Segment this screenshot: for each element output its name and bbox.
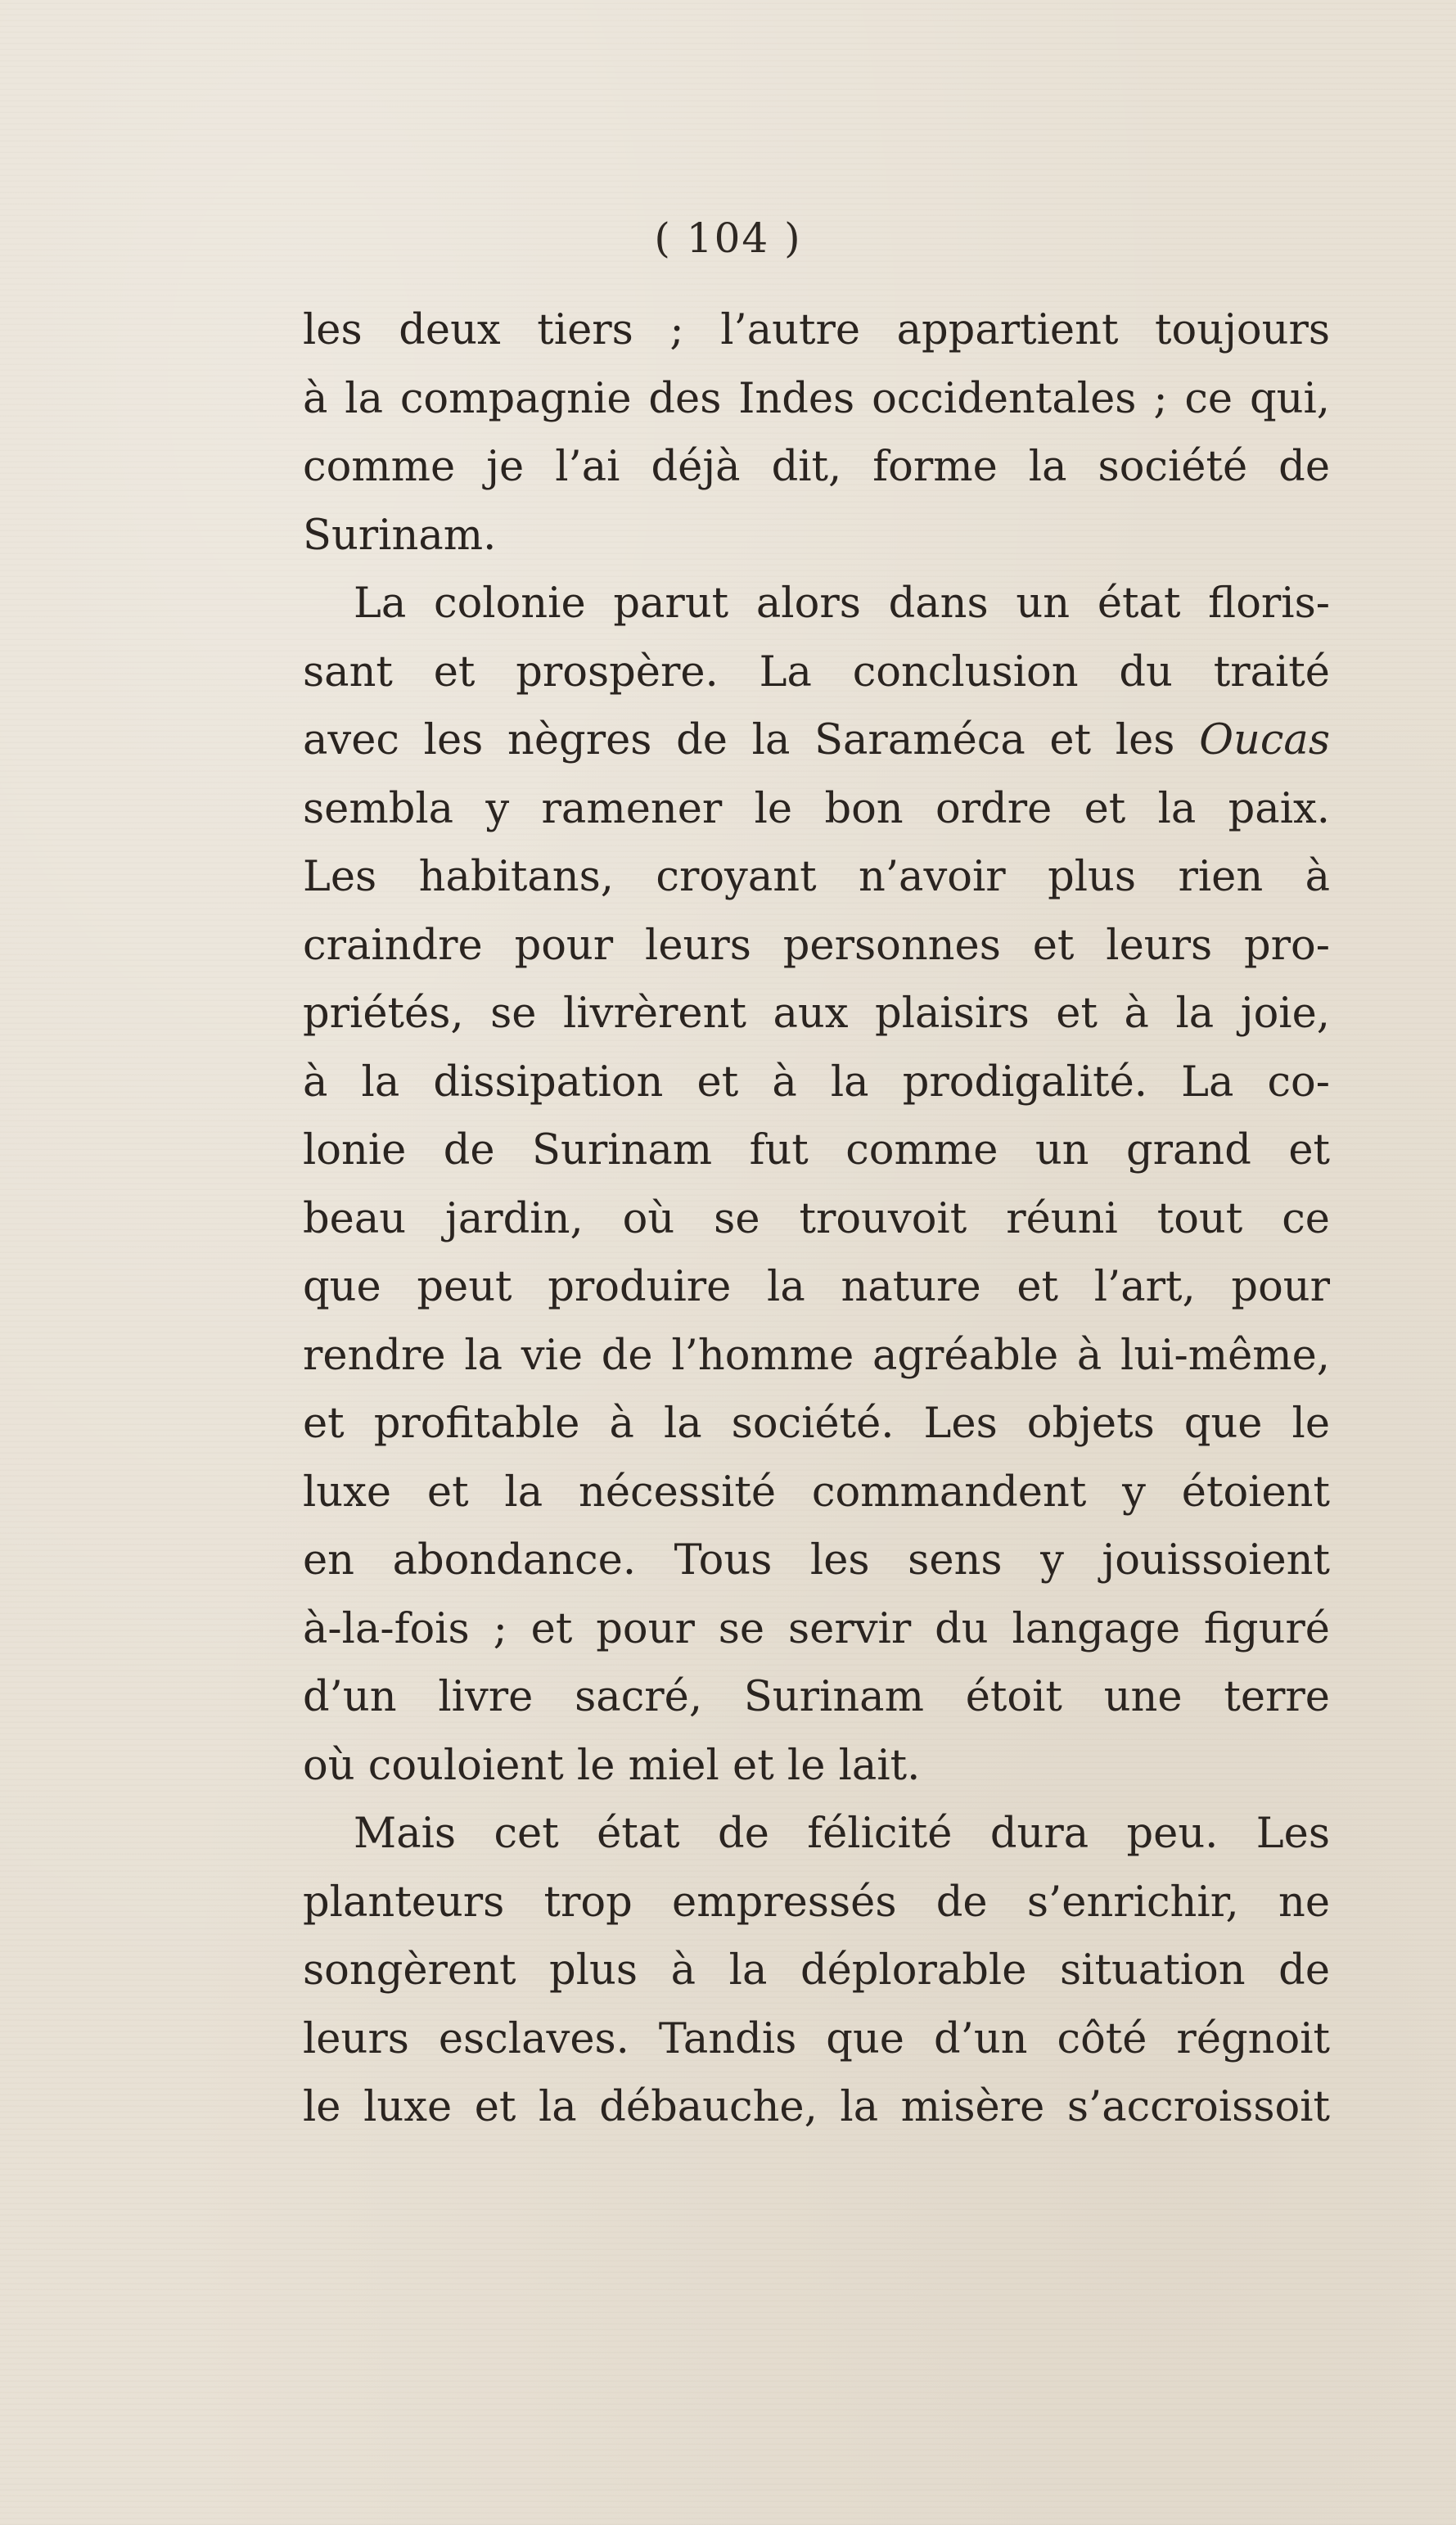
text-line: leurs esclaves. Tandis que d’un côté régnoit [303,2014,1330,2063]
text-line: d’un livre sacré, Surinam étoit une terre [303,1673,1330,1721]
text-line: comme je l’ai déjà dit, forme la société de [303,443,1330,491]
text-line: rendre la vie de l’homme agréable à lui-même, [303,1331,1330,1380]
text-line: à-la-fois ; et pour se servir du langage figuré [303,1604,1330,1653]
text-line: beau jardin, où se trouvoit réuni tout ce [303,1194,1330,1243]
italic-term: Oucas [1199,716,1330,764]
text-line: le luxe et la débauche, la misère s’accroissoit [303,2083,1330,2131]
page-number: ( 104 ) [654,214,802,262]
paragraph-start-line: La colonie parut alors dans un état floris- [354,579,1330,628]
text-line: lonie de Surinam fut comme un grand et [303,1126,1330,1175]
text-line: craindre pour leurs personnes et leurs pro- [303,921,1330,970]
text-line: planteurs trop empressés de s’enrichir, ne [303,1878,1330,1927]
text-line: songèrent plus à la déplorable situation de [303,1946,1330,1995]
text-line: Les habitans, croyant n’avoir plus rien à [303,853,1330,901]
text-line: que peut produire la nature et l’art, pour [303,1263,1330,1311]
text-line: sant et prospère. La conclusion du traité [303,647,1330,697]
text-line: avec les nègres de la Saraméca et les Oucas [303,716,1330,764]
paragraph-end-line: Surinam. [303,511,497,560]
text-line: priétés, se livrèrent aux plaisirs et à la joie, [303,990,1330,1038]
text-line: sembla y ramener le bon ordre et la paix. [303,784,1330,833]
text-line: en abondance. Tous les sens y jouissoient [303,1536,1330,1585]
text-line: à la dissipation et à la prodigalité. La co- [303,1057,1330,1107]
text-line: les deux tiers ; l’autre appartient toujours [303,306,1330,354]
text-line: et profitable à la société. Les objets que le [303,1400,1330,1448]
text-line: luxe et la nécessité commandent y étoient [303,1468,1330,1517]
paragraph-start-line: Mais cet état de félicité dura peu. Les [354,1810,1330,1858]
paragraph-end-line: où couloient le miel et le lait. [303,1741,921,1790]
body-text [303,296,1330,2142]
text-line: à la compagnie des Indes occidentales ; ce qui, [303,374,1330,423]
